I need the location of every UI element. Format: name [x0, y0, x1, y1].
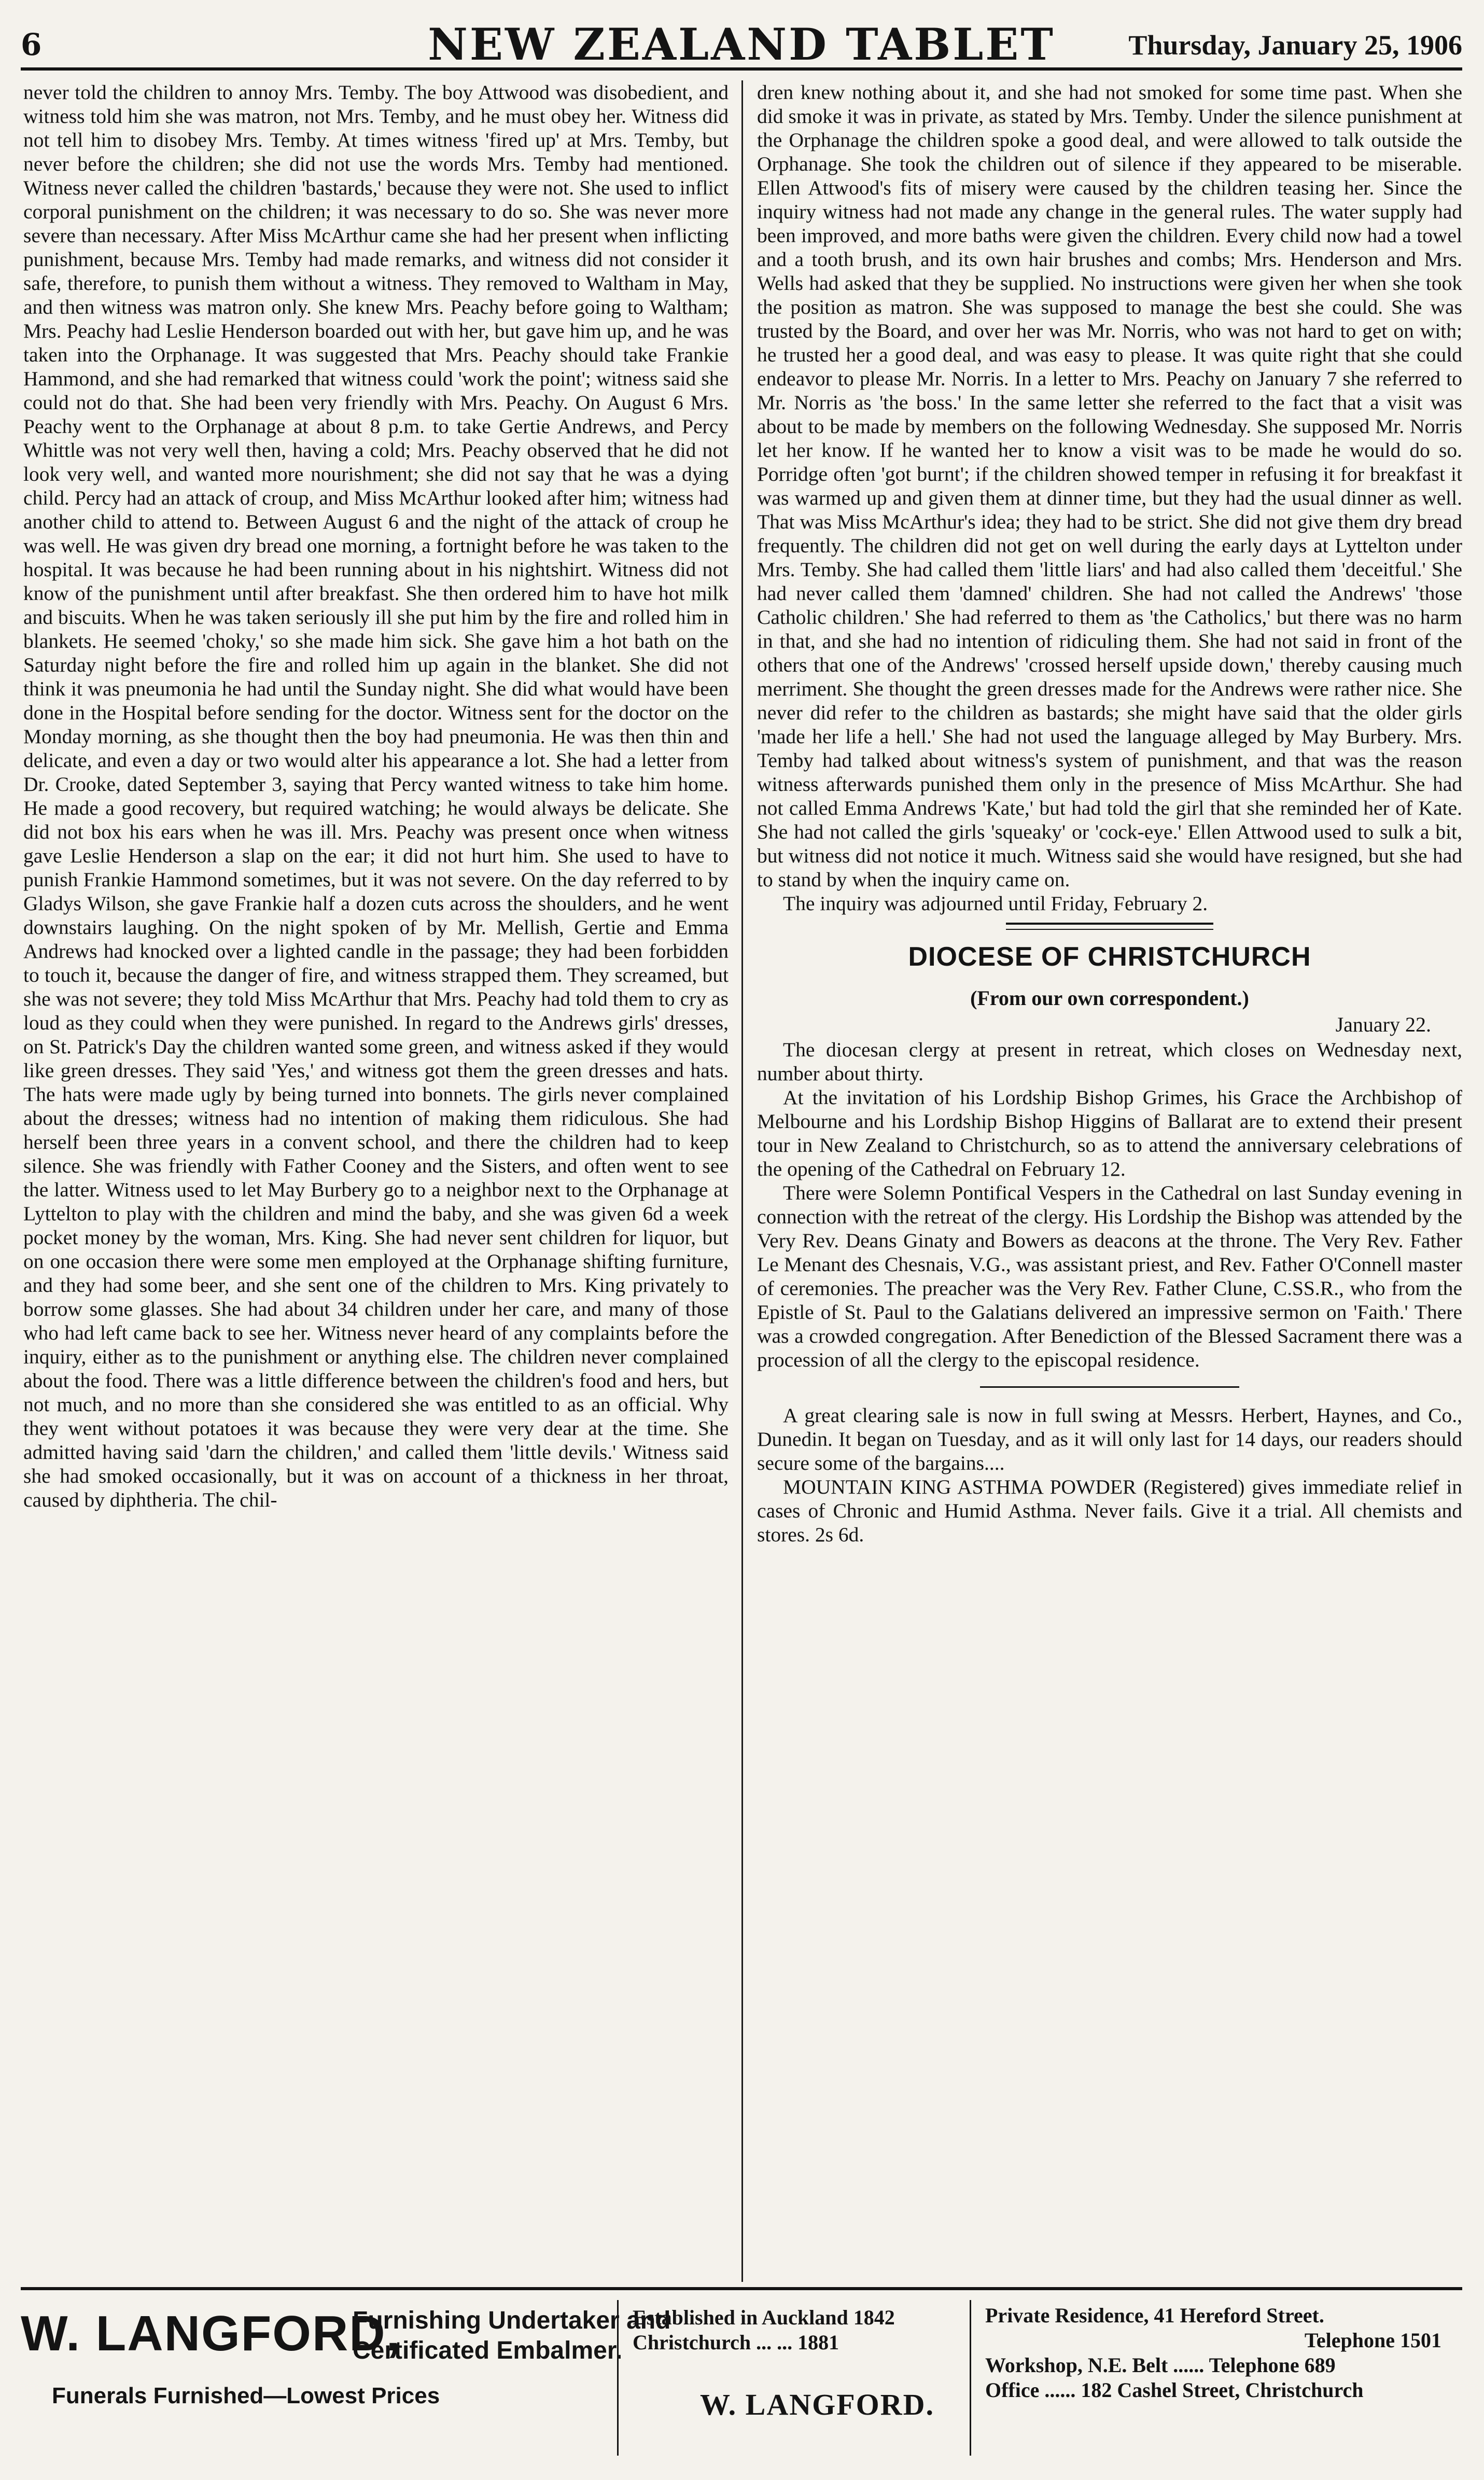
column-divider: [741, 80, 743, 2282]
page-number: 6: [21, 27, 42, 62]
header-rule: [21, 67, 1462, 71]
footer-divider: [970, 2300, 971, 2456]
section-date: January 22.: [1335, 1013, 1431, 1036]
office-line: Office ...... 182 Cashel Street, Christchurch: [985, 2378, 1364, 2402]
section-rule: [1006, 923, 1213, 925]
advertiser-trade: Furnishing Undertaker and: [353, 2307, 671, 2334]
residence-telephone: Telephone 1501: [1304, 2329, 1441, 2352]
separator-rule: [980, 1386, 1239, 1388]
masthead-title: NEW ZEALAND TABLET: [428, 19, 1055, 70]
section-subtitle: (From our own correspondent.): [970, 986, 1249, 1010]
advertiser-name: W. LANGFORD,: [21, 2306, 401, 2361]
page-header: [21, 16, 1462, 73]
advertiser-signature: W. LANGFORD.: [700, 2388, 935, 2421]
advertisement-footer: [21, 2295, 1462, 2471]
footer-divider: [617, 2300, 619, 2456]
notice-paragraph: MOUNTAIN KING ASTHMA POWDER (Registered) gives immediate relief in cases of Chronic and Humid Asthma. Never fails. Give it a trial. All chemists and stores. 2s 6d.: [757, 1475, 1462, 1546]
right-column: [757, 80, 1462, 2279]
article-paragraph: The inquiry was adjourned until Friday, February 2.: [783, 892, 1208, 915]
notice-paragraph: A great clearing sale is now in full swing at Messrs. Herbert, Haynes, and Co., Dunedin. It began on Tuesday, and as it will only last for 14 days, our readers should secure some of the bargains....: [757, 1404, 1462, 1474]
section-paragraph: At the invitation of his Lordship Bishop Grimes, his Grace the Archbishop of Melbourne and his Lordship Bishop Higgins of Ballarat are to extend their present tour in New Zealand to Christchurch, so as to attend the anniversary celebrations of the opening of the Cathedral on February 12.: [757, 1086, 1462, 1180]
section-title: DIOCESE OF CHRISTCHURCH: [908, 942, 1311, 972]
section-rule: [1006, 929, 1213, 930]
footer-rule: [21, 2287, 1462, 2290]
residence-address: Private Residence, 41 Hereford Street.: [985, 2304, 1324, 2327]
established-line: Christchurch ... ... 1881: [633, 2331, 839, 2354]
article-paragraph: never told the children to annoy Mrs. Temby. The boy Attwood was disobedient, and witness told him she was matron, not Mrs. Temby, and he must obey her. Witness did not tell him to disobey Mrs. Temby. At times witness 'fired up' at Mrs. Temby, but never before the children; she did not use the words Mrs. Temby had mentioned. Witness never called the children 'bastards,' because they were not. She used to inflict corporal punishment on the children; it was necessary to do so. She was never more severe than necessary. After Miss McArthur came she had her present when inflicting punishment, because Mrs. Temby had made remarks, and witness did not consider it safe, therefore, to punish them without a witness. They removed to Waltham in May, and then witness was matron only. She knew Mrs. Peachy before going to Waltham; Mrs. Peachy had Leslie Henderson boarded out with her, but gave him up, and he was taken into the Orphanage. It was suggested that Mrs. Peachy should take Frankie Hammond, and she had remarked that witness could 'work the point'; witness said she could not do that. She had been very friendly with Mrs. Peachy. On August 6 Mrs. Peachy went to the Orphanage at about 8 p.m. to take Gertie Andrews, and Percy Whittle was not very well then, having a cold; Mrs. Peachy observed that he did not look very well, and wanted more nourishment; she did not say that he was a dying child. Percy had an attack of croup, and Miss McArthur looked after him; witness had another child to attend to. Between August 6 and the night of the attack of croup he was well. He was given dry bread one morning, a fortnight before he was taken to the hospital. It was because he had been running about in his nightshirt. Witness did not know of the punishment until after breakfast. She then ordered him to have hot milk and biscuits. When he was taken seriously ill she put him by the fire and rolled him in blankets. He seemed 'choky,' so she made him sick. She gave him a hot bath on the Saturday night before the fire and rolled him up again in the blanket. She did not think it was pneumonia he had until the Sunday night. She did what would have been done in the Hospital before sending for the doctor. Witness sent for the doctor on the Monday morning, as she thought then the boy had pneumonia. He was then thin and delicate, and even a day or two would alter his appearance a lot. She had a letter from Dr. Crooke, dated September 3, saying that Percy wanted witness to take him home. He made a good recovery, but required watching; he would always be delicate. She did not box his ears when he was ill. Mrs. Peachy was present once when witness gave Leslie Henderson a slap on the ear; it did not hurt him. She used to have to punish Frankie Hammond sometimes, but it was not severe. On the day referred to by Gladys Wilson, she gave Frankie half a dozen cuts across the shoulders, and he went downstairs laughing. On the night spoken of by Mr. Mellish, Gertie and Emma Andrews had knocked over a lighted candle in the passage; they had been forbidden to touch it, because the danger of fire, and witness strapped them. They screamed, but she was not severe; they told Miss McArthur that Mrs. Peachy had told them to cry as loud as they could when they were punished. In regard to the Andrews girls' dresses, on St. Patrick's Day the children wanted some green, and witness asked if they would like green dresses. They said 'Yes,' and witness got them the green dresses and hats. The hats were made ugly by being turned into bonnets. The girls never complained about the dresses; witness had no intention of making them ridiculous. She had herself been three years in a convent school, and there the children had to keep silence. She was friendly with Father Cooney and the Sisters, and often went to see the latter. Witness used to let May Burbery go to a neighbor next to the Orphanage at Lyttelton to play with the children and mind the baby, and she was given 6d a week pocket money by the woman, Mrs. King. She had never sent children for liquor, but on one occasion there were some men employed at the Orphanage shifting furniture, and they had some beer, and she sent one of the children to Mrs. King privately to borrow some glasses. She had about 34 children under her care, and many of those who had left came back to see her. Witness never heard of any complaints before the inquiry, either as to the punishment or anything else. The children never complained about the food. There was a little difference between the children's food and hers, but not much, and no more than she considered she was entitled to as an official. Why they went without potatoes it was because they were very dear at the time. She admitted having said 'darn the children,' and called them 'little devils.' Witness said she had smoked occasionally, but it was on account of a thickness in her throat, caused by diphtheria. The chil-: [23, 81, 729, 1511]
left-column: [23, 80, 729, 2279]
established-line: Established in Auckland 1842: [633, 2306, 895, 2329]
article-paragraph: dren knew nothing about it, and she had not smoked for some time past. When she did smoke it was in private, as stated by Mrs. Temby. Under the silence punishment at the Orphanage the children spoke a good deal, and were allowed to talk outside the Orphanage. She took the children out of silence if they appeared to be miserable. Ellen Attwood's fits of misery were caused by the children teasing her. Since the inquiry witness had not made any change in the general rules. The water supply had been improved, and more baths were given the children. Every child now had a towel and a tooth brush, and its own hair brushes and combs; Mrs. Henderson and Mrs. Wells had asked that they be supplied. No instructions were given her when she took the position as matron. She was supposed to manage the best she could. She was trusted by the Board, and over her was Mr. Norris, who was not hard to get on with; he trusted her a good deal, and was easy to please. It was quite right that she could endeavor to please Mr. Norris. In a letter to Mrs. Peachy on January 7 she referred to Mr. Norris as 'the boss.' In the same letter she referred to the fact that a visit was about to be made by members on the following Wednesday. She supposed Mr. Norris let her know. If he wanted her to know a visit was to be made he would do so. Porridge often 'got burnt'; if the children showed temper in refusing it for breakfast it was warmed up and given them at dinner time, but they had the usual dinner as well. That was Miss McArthur's idea; they had to be strict. She did not give them dry bread frequently. The children did not get on well during the early days at Lyttelton under Mrs. Temby. She had called them 'little liars' and had also called them 'deceitful.' She had never called them 'damned' children. She had not called the Andrews' 'those Catholic children.' She had referred to them as 'the Catholics,' but there was no harm in that, and she had no intention of ridiculing them. She had not said in front of the others that one of the Andrews' 'crossed herself upside down,' thereby causing much merriment. She thought the green dresses made for the Andrews were rather nice. She never did refer to the children as bastards; she might have said that the older girls 'made her life a hell.' She had not used the language alleged by May Burbery. Mrs. Temby had talked about witness's system of punishment, and that was the reason witness afterwards punished them only in the presence of Miss McArthur. She had not called Emma Andrews 'Kate,' but had told the girl that she reminded her of Kate. She had not called the girls 'squeaky' or 'cock-eye.' Ellen Attwood used to sulk a bit, but witness did not notice it much. Witness said she would have resigned, but she had to stand by when the inquiry came on.: [757, 81, 1462, 891]
advertiser-tagline: Funerals Furnished—Lowest Prices: [52, 2383, 440, 2408]
section-paragraph: There were Solemn Pontifical Vespers in the Cathedral on last Sunday evening in connection with the retreat of the clergy. His Lordship the Bishop was attended by the Very Rev. Deans Ginaty and Bowers as deacons at the throne. The Very Rev. Father Le Menant des Chesnais, V.G., was assistant priest, and Rev. Father O'Connell master of ceremonies. The preacher was the Very Rev. Father Clune, C.SS.R., who from the Epistle of St. Paul to the Galatians delivered an impressive sermon on 'Faith.' There was a crowded congregation. After Benediction of the Blessed Sacrament there was a procession of all the clergy to the episcopal residence.: [757, 1181, 1462, 1371]
workshop-line: Workshop, N.E. Belt ...... Telephone 689: [985, 2353, 1336, 2377]
issue-date: Thursday, January 25, 1906: [1128, 30, 1462, 61]
advertiser-trade: Certificated Embalmer.: [353, 2337, 623, 2364]
section-paragraph: The diocesan clergy at present in retreat, which closes on Wednesday next, number about thirty.: [757, 1038, 1462, 1085]
